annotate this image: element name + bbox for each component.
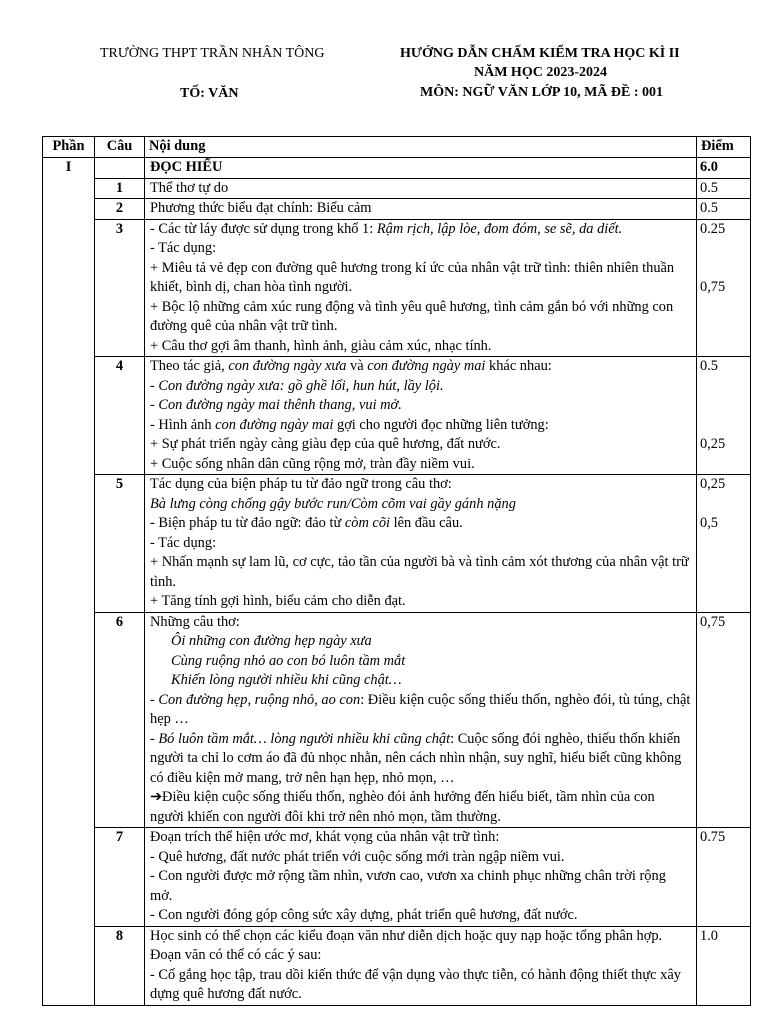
answer-line xyxy=(150,592,691,612)
grading-table xyxy=(42,136,751,1006)
answer-text: gợi cho người đọc những liên tưởng: xyxy=(333,416,549,433)
score-cell xyxy=(697,199,751,220)
part-number: I xyxy=(43,158,95,1006)
answer-line xyxy=(150,514,691,534)
question-row xyxy=(43,357,751,475)
answer-text: Bà lưng còng chống gậy bước run/Còm cõm vai gầy gánh nặng xyxy=(150,495,516,512)
answer-text: khác nhau: xyxy=(485,358,552,374)
answer-line xyxy=(150,788,691,827)
score-value: 1.0 xyxy=(700,927,718,944)
score-cell xyxy=(697,612,751,828)
answer-text: Ôi những con đường hẹp ngày xưa xyxy=(171,633,372,649)
answer-text: - Tác dụng: xyxy=(150,240,217,256)
answer-line xyxy=(150,259,691,298)
answer-text: - Quê hương, đất nước phát triển với cuộc sống mới tràn ngập niềm vui. xyxy=(150,848,565,865)
header-score: Điểm xyxy=(697,137,751,158)
answer-line xyxy=(150,927,691,966)
score-value: 0.75 xyxy=(700,829,726,845)
question-row xyxy=(43,199,751,220)
answer-text: - Con đường ngày mai thênh thang, vui mở. xyxy=(150,397,402,413)
question-number: 3 xyxy=(95,219,145,357)
answer-line xyxy=(150,613,691,633)
answer-text: Theo tác giả, xyxy=(150,358,229,374)
answer-line xyxy=(150,534,691,554)
answer-line xyxy=(150,906,691,926)
section-score: 6.0 xyxy=(697,158,751,179)
question-number: 6 xyxy=(95,612,145,828)
answer-line xyxy=(150,396,691,416)
answer-text: - Cố gắng học tập, trau dồi kiến thức để vận dụng vào thực tiễn, có hành động thiết thực xây dựng quê hương đất nước. xyxy=(150,966,681,1002)
table-header-row xyxy=(43,137,751,158)
score-value xyxy=(700,396,747,416)
score-value: 0,25 xyxy=(700,476,726,492)
score-cell xyxy=(697,178,751,199)
answer-line xyxy=(150,495,691,515)
answer-text: ➔Điều kiện cuộc sống thiếu thốn, nghèo đói ảnh hưởng đến hiểu biết, tầm nhìn của con người khiến con người đôi khi trở nên nhỏ mọn, tầm thường. xyxy=(150,789,655,825)
answer-text: con đường ngày xưa xyxy=(228,358,347,374)
answer-text: - Con đường ngày xưa: gồ ghề lối, hun hút, lầy lội. xyxy=(150,377,444,394)
answer-line xyxy=(150,357,691,377)
answer-line xyxy=(150,652,691,672)
answer-content xyxy=(145,357,697,475)
answer-line xyxy=(150,298,691,337)
answer-content xyxy=(145,219,697,357)
score-cell xyxy=(697,357,751,475)
answer-text: Thể thơ tự do xyxy=(150,179,229,196)
header-question: Câu xyxy=(95,137,145,158)
score-cell xyxy=(697,475,751,613)
answer-line xyxy=(150,632,691,652)
answer-text: Học sinh có thể chọn các kiểu đoạn văn như diễn dịch hoặc quy nạp hoặc tổng phân hợp. Đoạn văn có thể có các ý sau: xyxy=(150,927,663,963)
answer-line xyxy=(150,337,691,357)
answer-text: Khiến lòng người nhiều khi cũng chật… xyxy=(171,672,402,688)
school-year: NĂM HỌC 2023-2024 xyxy=(474,65,607,80)
answer-content xyxy=(145,475,697,613)
score-value xyxy=(700,416,747,436)
answer-text: Những câu thơ: xyxy=(150,613,240,630)
answer-text: - Bó luôn tầm mắt… lòng người nhiều khi cũng chật xyxy=(150,730,451,747)
subject-group: TỐ: VĂN xyxy=(180,86,239,101)
answer-line xyxy=(150,848,691,868)
answer-line xyxy=(150,867,691,906)
answer-line xyxy=(150,553,691,592)
score-value: 0.25 xyxy=(700,220,726,237)
answer-text: Tác dụng của biện pháp tu từ đảo ngữ trong câu thơ: xyxy=(150,476,452,492)
answer-text: + Sự phát triển ngày càng giàu đẹp của quê hương, đất nước. xyxy=(150,436,501,452)
exam-subject: MÔN: NGỮ VĂN LỚP 10, MÃ ĐỀ : 001 xyxy=(420,85,664,100)
answer-line xyxy=(150,455,691,475)
answer-content xyxy=(145,828,697,927)
header-part: Phần xyxy=(43,137,95,158)
answer-text: - Hình ảnh xyxy=(150,416,216,433)
section-row xyxy=(43,158,751,179)
question-row xyxy=(43,828,751,927)
answer-text: Phương thức biểu đạt chính: Biểu cảm xyxy=(150,200,372,216)
answer-content xyxy=(145,612,697,828)
question-row xyxy=(43,475,751,613)
answer-text: Đoạn trích thể hiện ước mơ, khát vọng của nhân vật trữ tình: xyxy=(150,829,500,845)
answer-text: - Biện pháp tu từ đảo ngữ: đảo từ xyxy=(150,515,345,531)
answer-text: - Tác dụng: xyxy=(150,534,217,551)
answer-line xyxy=(150,828,691,848)
answer-text: - Các từ láy được sử dụng trong khổ 1: xyxy=(150,220,377,237)
answer-text: và xyxy=(346,358,368,374)
score-value xyxy=(700,259,747,279)
score-value: 0,75 xyxy=(700,613,726,630)
question-row xyxy=(43,178,751,199)
answer-line xyxy=(150,691,691,730)
answer-line xyxy=(150,416,691,436)
answer-text: + Miêu tả vẻ đẹp con đường quê hương trong kí ức của nhân vật trữ tình: thiên nhiên thuần khiết, bình dị, chan hòa tình người. xyxy=(150,259,675,295)
score-value: 0.5 xyxy=(700,179,718,196)
question-row xyxy=(43,219,751,357)
answer-text: lên đầu câu. xyxy=(390,515,463,531)
answer-text: - Con người được mở rộng tầm nhìn, vươn cao, vươn xa chinh phục những chân trời rộng mở. xyxy=(150,868,666,904)
school-name: TRƯỜNG THPT TRẦN NHÂN TÔNG xyxy=(100,46,325,61)
answer-line xyxy=(150,179,691,199)
answer-text: - Con người đóng góp công sức xây dựng, phát triển quê hương, đất nước. xyxy=(150,907,578,923)
answer-line xyxy=(150,966,691,1005)
answer-text: còm cõi xyxy=(344,515,391,531)
question-number: 1 xyxy=(95,178,145,199)
score-value: 0,75 xyxy=(700,279,726,295)
answer-line xyxy=(150,239,691,259)
answer-line xyxy=(150,475,691,495)
score-value: 0,25 xyxy=(700,436,726,452)
answer-line xyxy=(150,199,691,219)
question-row xyxy=(43,926,751,1005)
score-value xyxy=(700,377,747,397)
answer-text: Cùng ruộng nhỏ ao con bó luôn tầm mắt xyxy=(171,652,406,669)
answer-text: con đường ngày mai xyxy=(367,358,486,374)
answer-content xyxy=(145,178,697,199)
score-value xyxy=(700,239,747,259)
answer-line xyxy=(150,377,691,397)
score-value: 0.5 xyxy=(700,200,718,216)
score-cell xyxy=(697,926,751,1005)
answer-text: : Điều kiện cuộc sống thiếu thốn, nghèo đói, tù túng, chật hẹp … xyxy=(150,691,691,727)
answer-text: + Câu thơ gợi âm thanh, hình ảnh, giàu cảm xúc, nhạc tính. xyxy=(150,337,492,354)
question-number: 2 xyxy=(95,199,145,220)
header-content: Nội dung xyxy=(145,137,697,158)
answer-text: + Bộc lộ những cảm xúc rung động và tình yêu quê hương, tình cảm gắn bó với những con đường quê của nhân vật trữ tình. xyxy=(150,298,674,334)
score-cell xyxy=(697,219,751,357)
answer-content xyxy=(145,926,697,1005)
answer-text: - Con đường hẹp, ruộng nhỏ, ao con xyxy=(150,691,361,708)
table-body xyxy=(43,158,751,1006)
question-number: 8 xyxy=(95,926,145,1005)
answer-text: con đường ngày mai xyxy=(215,416,334,433)
answer-text: + Tăng tính gợi hình, biểu cảm cho diễn đạt. xyxy=(150,593,406,609)
section-title: ĐỌC HIỂU xyxy=(145,158,697,179)
score-cell xyxy=(697,828,751,927)
question-number: 4 xyxy=(95,357,145,475)
answer-text: Rậm rịch, lập lòe, đom đóm, se sẽ, da diết. xyxy=(376,220,623,237)
answer-text: + Cuộc sống nhân dân cũng rộng mở, tràn đầy niềm vui. xyxy=(150,455,475,472)
section-question-blank xyxy=(95,158,145,179)
question-number: 7 xyxy=(95,828,145,927)
answer-line xyxy=(150,730,691,789)
answer-text: : Cuộc sống đói nghèo, thiếu thốn khiến người ta chỉ lo cơm áo đã đủ nhọc nhằn, nên cách nhìn nhận, suy nghĩ, hiểu biết cũng không có điều kiện mở mang, trở nên hạn hẹp, nhỏ mọn, … xyxy=(150,730,682,786)
answer-line xyxy=(150,435,691,455)
answer-text: + Nhấn mạnh sự lam lũ, cơ cực, tảo tần của người bà và tình cảm xót thương của nhân vật trữ tình. xyxy=(150,554,689,590)
question-row xyxy=(43,612,751,828)
score-value xyxy=(700,495,747,515)
answer-line xyxy=(150,671,691,691)
score-value: 0.5 xyxy=(700,358,718,374)
document-title: HƯỚNG DẪN CHẤM KIỂM TRA HỌC KÌ II xyxy=(400,46,680,61)
score-value: 0,5 xyxy=(700,515,718,531)
answer-content xyxy=(145,199,697,220)
question-number: 5 xyxy=(95,475,145,613)
answer-line xyxy=(150,220,691,240)
